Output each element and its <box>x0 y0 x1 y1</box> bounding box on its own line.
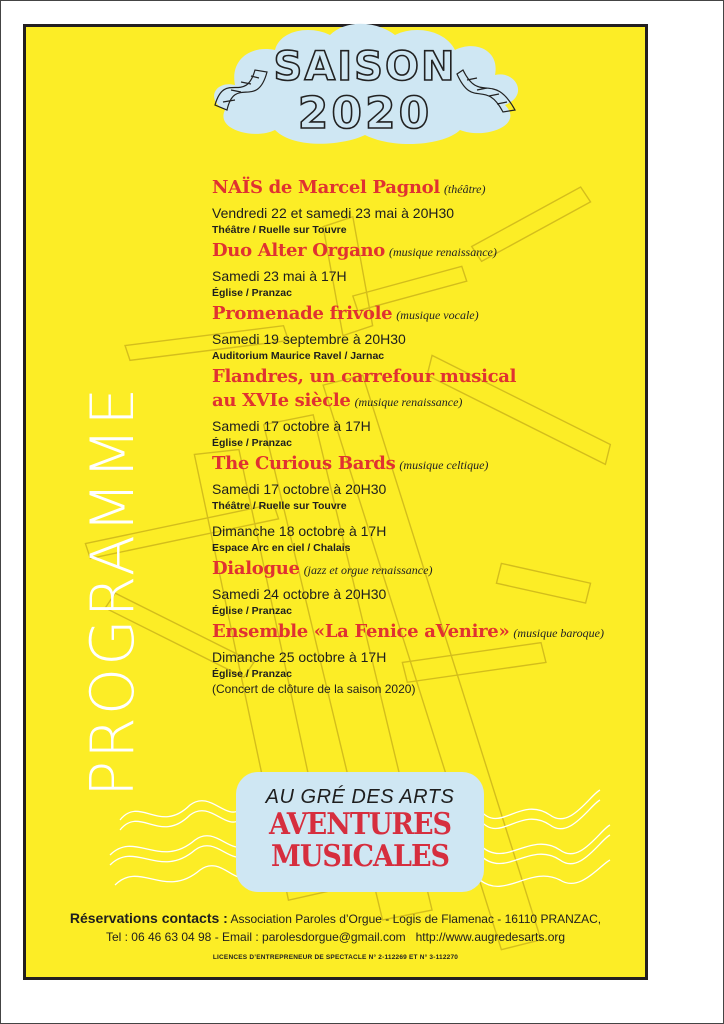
event-date: Dimanche 25 octobre à 17H <box>212 649 387 665</box>
event-venue: Église / Pranzac <box>212 605 292 617</box>
event-venue: Espace Arc en ciel / Chalais <box>212 542 351 554</box>
event-venue: Théâtre / Ruelle sur Touvre <box>212 500 347 512</box>
event-venue: Théâtre / Ruelle sur Touvre <box>212 224 347 236</box>
event-venue: Auditorium Maurice Ravel / Jarnac <box>212 350 385 362</box>
program-list <box>212 176 642 699</box>
season-word: SAISON <box>273 44 457 90</box>
brand-line2: MUSICALES <box>270 839 450 874</box>
event-item <box>212 239 642 300</box>
event-item <box>212 452 642 555</box>
event-title: Duo Alter Organo <box>212 240 385 261</box>
brand-line1: AVENTURES <box>268 807 452 842</box>
event-item <box>212 365 642 450</box>
contacts-block <box>23 910 648 961</box>
event-item <box>212 302 642 363</box>
event-item <box>212 176 642 237</box>
event-venue: Église / Pranzac <box>212 287 292 299</box>
event-genre: (musique baroque) <box>513 626 604 640</box>
event-title: Dialogue <box>212 558 300 579</box>
event-title: NAÏS de Marcel Pagnol <box>212 177 440 198</box>
event-date: Samedi 24 octobre à 20H30 <box>212 586 387 602</box>
season-year: 2020 <box>297 88 433 139</box>
event-venue: Église / Pranzac <box>212 668 292 680</box>
contacts-address: Association Paroles d’Orgue - Logis de Flamenac - 16110 PRANZAC, <box>230 912 602 926</box>
event-title: Ensemble «La Fenice aVenire» <box>212 621 510 642</box>
programme-vertical-title: PROGRAMME <box>78 385 148 797</box>
event-title: The Curious Bards <box>212 453 396 474</box>
contacts-website-link[interactable]: http://www.augredesarts.org <box>415 930 566 944</box>
contacts-phone-email: Tel : 06 46 63 04 98 - Email : parolesdorgue@gmail.com <box>105 930 406 944</box>
event-title: Promenade frivole <box>212 303 393 324</box>
brand-tagline: AU GRÉ DES ARTS <box>265 786 455 808</box>
contacts-label: Réservations contacts : <box>69 910 228 926</box>
event-genre: (théâtre) <box>443 182 486 196</box>
event-title-line1: Flandres, un carrefour musical <box>212 366 517 387</box>
event-note: (Concert de clôture de la saison 2020) <box>212 682 416 696</box>
event-date: Samedi 17 octobre à 20H30 <box>212 481 387 497</box>
event-genre: (musique renaissance) <box>354 395 463 409</box>
event-date: Dimanche 18 octobre à 17H <box>212 523 387 539</box>
event-genre: (musique vocale) <box>396 308 479 322</box>
event-item <box>212 620 642 697</box>
event-date: Samedi 17 octobre à 17H <box>212 418 371 434</box>
event-date: Vendredi 22 et samedi 23 mai à 20H30 <box>212 205 455 221</box>
event-item <box>212 557 642 618</box>
event-genre: (musique renaissance) <box>389 245 497 259</box>
event-date: Samedi 19 septembre à 20H30 <box>212 331 406 347</box>
event-date: Samedi 23 mai à 17H <box>212 268 347 284</box>
season-header-cloud <box>195 10 535 150</box>
brand-logo <box>240 776 480 888</box>
event-venue: Église / Pranzac <box>212 437 292 449</box>
event-title: au XVIe siècle <box>212 390 351 411</box>
event-genre: (jazz et orgue renaissance) <box>303 563 433 577</box>
event-genre: (musique celtique) <box>399 458 489 472</box>
licence-text: LICENCES D’ENTREPRENEUR DE SPECTACLE N° 2-112269 ET N° 3-112270 <box>212 954 459 961</box>
